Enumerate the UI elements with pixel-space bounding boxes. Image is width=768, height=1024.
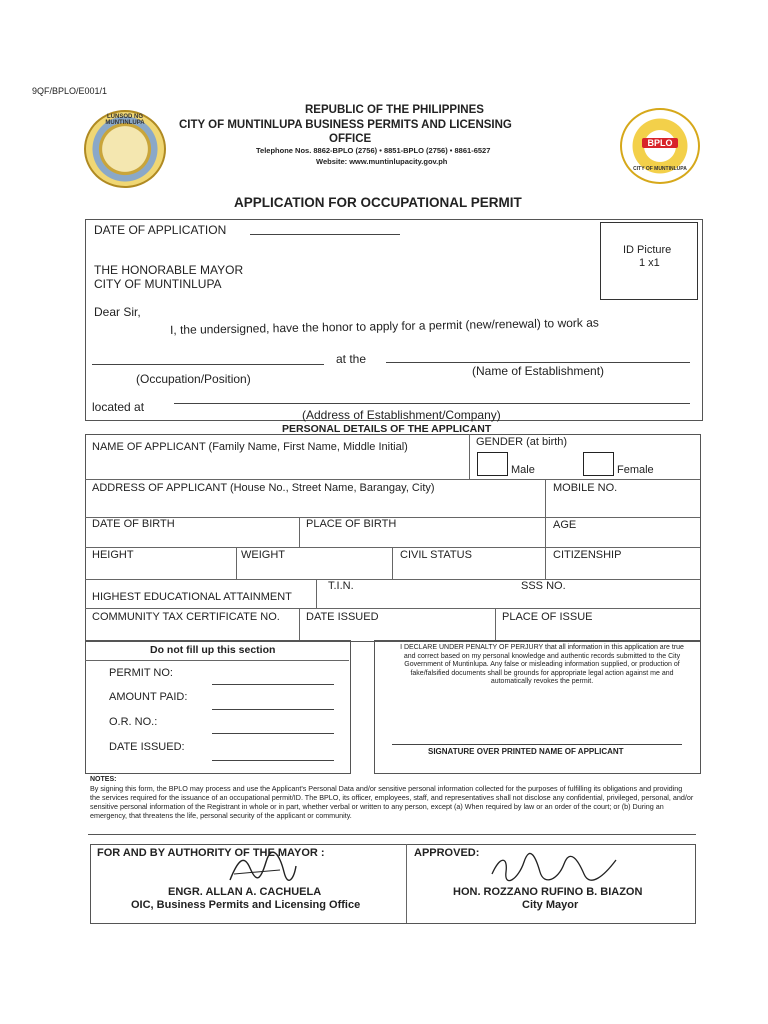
declaration-text: I DECLARE UNDER PENALTY OF PERJURY that all information in this application are true and correct based on my personal knowledge and authentic records submitted to the City Government of Muntinlupa. Any false or misleading information supplied, or production of fake/falsified documents shall be grounds for appropriate legal action against me and automatically revokes the permit. — [400, 644, 684, 685]
id-picture-size: 1 x1 — [639, 257, 660, 269]
header-phones: Telephone Nos. 8862-BPLO (2756) • 8851-BPLO (2756) • 8861-6527 — [256, 146, 491, 155]
authority-right-label: APPROVED: — [414, 847, 480, 859]
signature-field[interactable] — [392, 744, 682, 745]
at-the-label: at the — [336, 352, 367, 366]
notes-title: NOTES: — [90, 776, 117, 783]
address-caption: (Address of Establishment/Company) — [302, 408, 501, 422]
citizenship-label: CITIZENSHIP — [553, 549, 622, 561]
applicant-address-label: ADDRESS OF APPLICANT (House No., Street Name, Barangay, City) — [92, 482, 435, 494]
civil-status-label: CIVIL STATUS — [400, 549, 472, 561]
amount-paid-field[interactable] — [212, 709, 334, 710]
bplo-officer-name: ENGR. ALLAN A. CACHUELA — [168, 886, 322, 898]
place-of-issue-label: PLACE OF ISSUE — [502, 611, 593, 623]
addressee-city: CITY OF MUNTINLUPA — [94, 277, 222, 291]
header-republic: REPUBLIC OF THE PHILIPPINES — [305, 104, 484, 116]
bplo-officer-signature — [224, 848, 298, 890]
permit-no-field[interactable] — [212, 684, 334, 685]
ctc-label: COMMUNITY TAX CERTIFICATE NO. — [92, 611, 280, 623]
mobile-label: MOBILE NO. — [553, 482, 618, 494]
establishment-name-field[interactable] — [386, 362, 690, 363]
letter-body: I, the undersigned, have the honor to apply for a permit (new/renewal) to work as — [169, 315, 599, 337]
or-no-label: O.R. NO.: — [109, 716, 158, 728]
bplo-officer-title: OIC, Business Permits and Licensing Office — [131, 899, 361, 911]
height-label: HEIGHT — [92, 549, 134, 561]
mayor-name: HON. ROZZANO RUFINO B. BIAZON — [453, 886, 643, 898]
signature-caption: SIGNATURE OVER PRINTED NAME OF APPLICANT — [428, 747, 624, 756]
establishment-caption: (Name of Establishment) — [472, 364, 605, 378]
education-label: HIGHEST EDUCATIONAL ATTAINMENT — [92, 591, 292, 603]
city-seal-logo — [84, 110, 166, 188]
office-date-issued-label: DATE ISSUED: — [109, 741, 185, 753]
addressee-mayor: THE HONORABLE MAYOR — [94, 263, 244, 277]
form-title: APPLICATION FOR OCCUPATIONAL PERMIT — [234, 195, 522, 210]
id-picture-label: ID Picture — [623, 244, 672, 256]
date-of-application-field[interactable] — [250, 234, 400, 235]
date-of-application-label: DATE OF APPLICATION — [94, 223, 227, 237]
tin-label: T.I.N. — [328, 580, 354, 592]
place-of-birth-label: PLACE OF BIRTH — [306, 518, 397, 530]
office-date-issued-field[interactable] — [212, 760, 334, 761]
applicant-name-label: NAME OF APPLICANT (Family Name, First Name, Middle Initial) — [92, 441, 408, 453]
mayor-signature — [488, 850, 620, 886]
authority-left-label: FOR AND BY AUTHORITY OF THE MAYOR : — [97, 847, 325, 859]
age-label: AGE — [553, 519, 577, 531]
personal-details-title: PERSONAL DETAILS OF THE APPLICANT — [282, 423, 492, 435]
gender-label: GENDER (at birth) — [476, 436, 568, 448]
female-label: Female — [617, 464, 654, 476]
or-no-field[interactable] — [212, 733, 334, 734]
bplo-seal-label: BPLO — [642, 138, 678, 148]
sss-label: SSS NO. — [521, 580, 566, 592]
male-checkbox[interactable] — [477, 452, 508, 476]
permit-no-label: PERMIT NO: — [109, 667, 173, 679]
city-seal-text: LUNSOD NG MUNTINLUPA — [105, 114, 145, 126]
salutation: Dear Sir, — [94, 305, 141, 319]
date-of-birth-label: DATE OF BIRTH — [92, 518, 175, 530]
establishment-address-field[interactable] — [174, 403, 690, 404]
located-at-label: located at — [92, 400, 145, 414]
bplo-seal-logo — [620, 108, 700, 184]
header-city-office: CITY OF MUNTINLUPA BUSINESS PERMITS AND LICENSING — [179, 119, 512, 131]
bplo-seal-caption: CITY OF MUNTINLUPA — [633, 166, 687, 172]
notes-text: By signing this form, the BPLO may process and use the Applicant's Personal Data and/or sensitive personal information collected for the purposes of fulfilling its obligations and providing the services required for the issuance of an occupational permit/ID. The BPLO, its officer, employees, staff, and representatives shall not disclose any confidential, privileged, personal, and/or sensitive personal information of the Registrant in whole or in part, whether verbal or written to any person, except (a) When required by law or an order of the court; or (b) During an emergency, that threatens the life, personal security of the applicant or community. — [90, 784, 694, 820]
occupation-field[interactable] — [92, 364, 324, 365]
amount-paid-label: AMOUNT PAID: — [109, 691, 188, 703]
female-checkbox[interactable] — [583, 452, 614, 476]
occupation-caption: (Occupation/Position) — [136, 372, 251, 386]
document-code: 9QF/BPLO/E001/1 — [32, 86, 108, 96]
office-use-title: Do not fill up this section — [150, 644, 276, 656]
mayor-title: City Mayor — [522, 899, 579, 911]
header-office: OFFICE — [329, 133, 372, 145]
header-website: Website: www.muntinlupacity.gov.ph — [316, 157, 448, 166]
weight-label: WEIGHT — [241, 549, 285, 561]
male-label: Male — [511, 464, 535, 476]
ctc-date-issued-label: DATE ISSUED — [306, 611, 379, 623]
